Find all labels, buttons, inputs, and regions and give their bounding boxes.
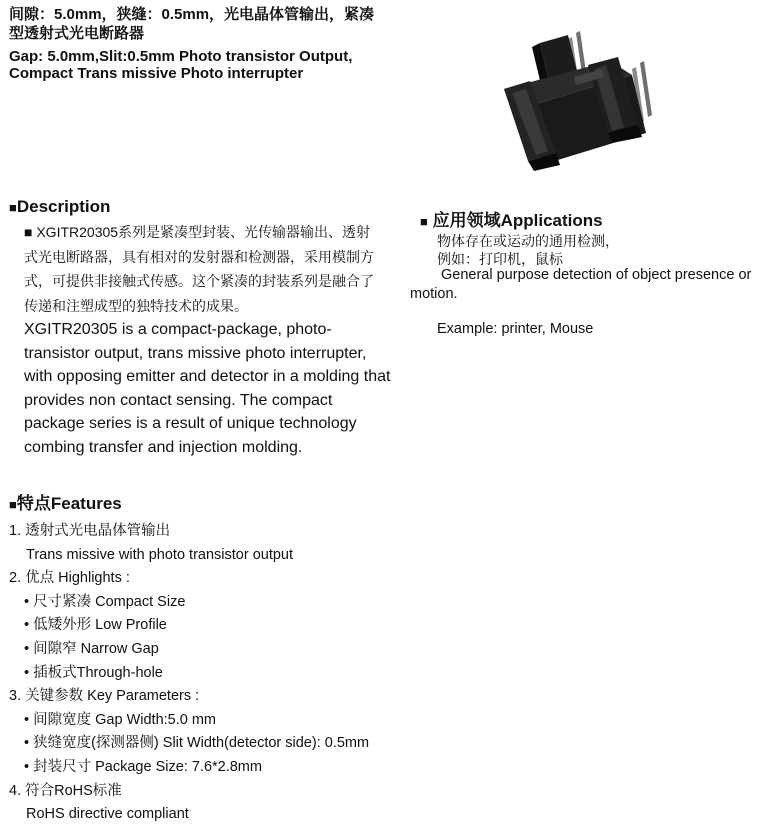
applications-english-text: General purpose detection of object presence or motion. [410,267,752,302]
feature-item: RoHS directive compliant [26,806,189,823]
feature-item: • 间隙窄 Narrow Gap [24,640,159,657]
feature-item: • 尺寸紧凑 Compact Size [24,593,186,610]
applications-example: Example: printer, Mouse [437,321,594,337]
feature-item: • 低矮外形 Low Profile [24,617,167,634]
photo-interrupter-image [504,31,652,171]
feature-item: • 间隙宽度 Gap Width:5.0 mm [24,711,217,728]
applications-english [410,266,772,304]
feature-item: • 插板式Through-hole [24,664,163,681]
applications-heading-en: Applications [500,211,603,230]
features-list [9,520,409,827]
feature-item: Trans missive with photo transistor output [26,546,294,563]
applications-heading [420,211,603,232]
title-english: Gap: 5.0mm,Slit:0.5mm Photo transistor Output, Compact Trans missive Photo interrupter [9,48,353,82]
heading-marker: ■ [9,200,17,215]
description-chinese: ■ XGITR20305系列是紧凑型封装、光传输器输出、透射式光电断路器，具有相对的发射器和检测器，采用模制方式，可提供非接触式传感。这个紧凑的封装系列是融合了传递和注塑成型的独特技术的成果。 [24,224,374,314]
heading-marker: ■ [9,497,17,512]
applications-chinese-line1: 物体存在或运动的通用检测， [437,233,619,249]
applications-chinese-line2: 例如：打印机，鼠标 [437,251,563,267]
features-heading-cn: 特点 [16,494,51,513]
description-english: XGITR20305 is a compact-package, photo-transistor output, trans missive photo interrupter, with opposing emitter and detector in a molding that provides non contact sensing. The compact package series is a result of unique technology combing transfer and injection molding. [24,321,391,456]
title-chinese: 间隙：5.0mm，狭缝：0.5mm，光电晶体管输出，紧凑型透射式光电断路器 [9,6,375,42]
features-heading-en: Features [50,494,122,513]
feature-item: • 封装尺寸 Package Size: 7.6*2.8mm [24,758,262,775]
applications-heading-cn: 应用领域 [432,211,501,230]
feature-item: 4. 符合RoHS标准 [9,782,122,799]
description-heading-label: Description [16,197,111,216]
feature-item: 1. 透射式光电晶体管输出 [9,523,171,539]
feature-item: • 狭缝宽度(探测器侧) Slit Width(detector side): 0.5mm [24,735,370,752]
features-heading [9,494,122,515]
description-heading [9,197,110,218]
feature-item: 2. 优点 Highlights : [9,570,130,587]
product-photo [490,15,665,175]
feature-item: 3. 关键参数 Key Parameters : [9,688,200,705]
heading-marker: ■ [420,214,428,229]
